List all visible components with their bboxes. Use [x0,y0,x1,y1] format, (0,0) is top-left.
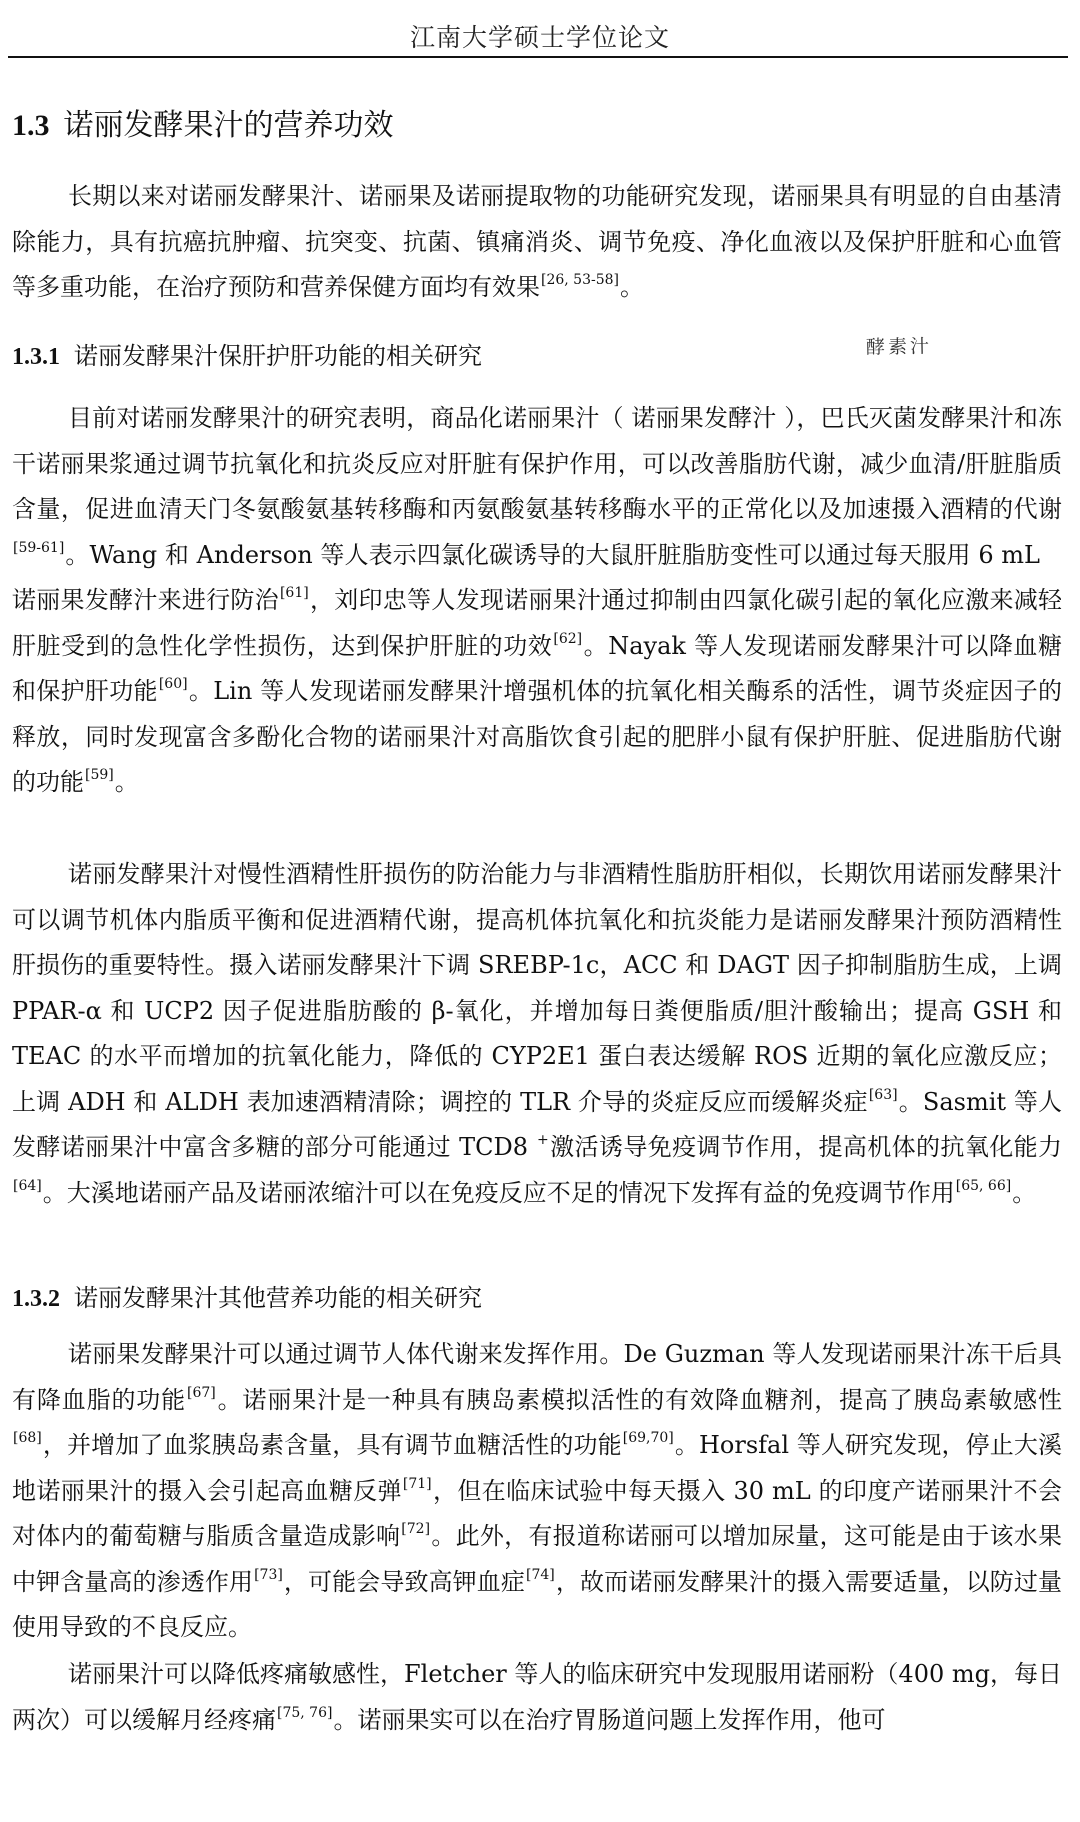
text-run: 诺丽果发酵汁来进行防治 [12,586,279,614]
section-heading [12,100,394,144]
section-number: 1.3 [12,109,50,142]
text-run: 。Nayak 等人发现诺丽发酵果汁可以降血糖和保护肝功能 [12,631,1062,705]
text-run: 。诺丽果实可以在治疗胃肠道问题上发挥作用，他可 [333,1705,886,1734]
citation: [74] [526,1566,555,1583]
text-run: 。 [114,768,139,796]
metabolism-paragraph [12,1332,1062,1651]
subsection-heading-2 [12,1278,482,1313]
subsection-number: 1.3.1 [12,344,60,370]
citation: [63] [868,1086,898,1103]
section-title: 诺丽发酵果汁的营养功效 [63,108,394,143]
text-run: 。Horsfal 等人研究发现，停止大溪地诺丽果汁的摄入会引起高血糖反弹 [12,1431,1062,1505]
text-run: ，可能会导致高钾血症 [283,1567,526,1596]
text-run: 。大溪地诺丽产品及诺丽浓缩汁可以在免疫反应不足的情况下发挥有益的免疫调节作用 [42,1178,955,1207]
text-run: 。Lin 等人发现诺丽发酵果汁增强机体的抗氧化相关酶系的活性，调节炎症因子的释放，同时发现富含多酚化合物的诺丽果汁对高脂饮食引起的肥胖小鼠有保护肝脏、促进脂肪代谢的功能 [12,677,1063,796]
text-run: 。Wang 和 Anderson 等人表示四氯化碳诱导的大鼠肝脏脂肪变性可以通过每天服用 6 mL [65,540,1040,569]
subsection-title: 诺丽发酵果汁其他营养功能的相关研究 [74,1284,482,1312]
text-run: 诺丽发酵果汁对慢性酒精性肝损伤的防治能力与非酒精性脂肪肝相似，长期饮用诺丽发酵果汁可以调节机体内脂质平衡和促进酒精代谢，提高机体抗氧化和抗炎能力是诺丽发酵果汁预防酒精性肝损伤的重要特性。摄入诺丽发酵果汁下调 SREBP-1c，ACC 和 DAGT 因子抑制脂肪生成，上调 PPAR-α 和 UCP2 因子促进脂肪酸的 β-氧化，并增加每日粪便脂质/胆汁酸输出；提高 GSH 和 TEAC 的水平而增加的抗氧化能力，降低的 CYP2E1 蛋白表达缓解 ROS 近期的氧化应激反应；上调 ADH 和 ALDH 表加速酒精清除；调控的 TLR 介导的炎症反应而缓解炎症 [12,860,1062,1116]
superscript-plus: + [537,1132,549,1148]
text-run: ，刘印忠等人发现诺丽果汁通过抑制由四氯化碳引起的氧化应激来减轻肝脏受到的急性化学性损伤，达到保护肝脏的功效 [12,586,1063,660]
citation: [67] [187,1384,216,1401]
text-run: ，但在临床试验中每天摄入 30 mL 的印度产诺丽果汁不会对体内的葡萄糖与脂质含量造成影响 [12,1476,1062,1550]
citation: [64] [13,1177,42,1194]
subsection-title: 诺丽发酵果汁保肝护肝功能的相关研究 [74,342,482,370]
subsection-heading-1 [12,336,482,371]
intro-paragraph [12,174,1062,311]
text-run: 目前对诺丽发酵果汁的研究表明，商品化诺丽果汁（ 诺丽果发酵汁 ），巴氏灭菌发酵果汁和冻干诺丽果浆通过调节抗氧化和抗炎反应对肝脏有保护作用，可以改善脂肪代谢，减少血清/肝脏脂质含量，促进血清天门冬氨酸氨基转移酶和丙氨酸氨基转移酶水平的正常化以及加速摄入酒精的代谢 [12,404,1062,523]
citation: [72] [401,1521,431,1537]
citation: [65, 66] [955,1177,1012,1194]
citation: [59] [85,767,114,783]
pain-paragraph [12,1652,1062,1743]
intro-text: 长期以来对诺丽发酵果汁、诺丽果及诺丽提取物的功能研究发现，诺丽果具有明显的自由基清除能力，具有抗癌抗肿瘤、抗突变、抗菌、镇痛消炎、调节免疫、净化血液以及保护肝脏和心血管等多重功能，在治疗预防和营养保健方面均有效果 [12,182,1062,301]
handwritten-annotation: 酵素汁 [865,335,933,359]
citation: [62] [553,630,583,647]
citation: [60] [158,676,188,692]
citation: [75, 76] [277,1704,333,1721]
citation: [26, 53-58] [541,272,619,288]
text-run: 。此外，有报道称诺丽可以增加尿量，这可能是由于该水果中钾含量高的渗透作用 [12,1522,1063,1596]
citation: [61] [279,585,309,601]
text-run: ，故而诺丽发酵果汁的摄入需要适量，以防过量使用导致的不良反应。 [12,1567,1063,1641]
text-run: 诺丽果汁可以降低疼痛敏感性，Fletcher 等人的临床研究中发现服用诺丽粉（400 mg，每日两次）可以缓解月经疼痛 [12,1660,1062,1734]
citation: [73] [254,1566,283,1583]
text-run: 诺丽果发酵果汁可以通过调节人体代谢来发挥作用。De Guzman 等人发现诺丽果汁冻干后具有降血脂的功能 [12,1340,1062,1414]
citation: [69,70] [622,1430,674,1446]
text-run: 。 [1012,1178,1037,1207]
liver-protection-paragraph [12,396,1062,806]
citation: [59-61] [13,539,65,556]
text-run: 激活诱导免疫调节作用，提高机体的抗氧化能力 [549,1133,1063,1161]
running-header: 江南大学硕士学位论文 [409,23,670,52]
intro-tail: 。 [620,273,644,301]
citation: [71] [402,1475,432,1492]
alcohol-liver-paragraph [12,852,1062,1216]
citation: [68] [13,1430,42,1446]
header-rule [8,56,1068,58]
text-run: ，并增加了血浆胰岛素含量，具有调节血糖活性的功能 [42,1431,622,1459]
text-run: 。Sasmit 等人发酵诺丽果汁中富含多糖的部分可能通过 TCD8 [12,1087,1063,1161]
subsection-number: 1.3.2 [12,1286,60,1312]
text-run: 。诺丽果汁是一种具有胰岛素模拟活性的有效降血糖剂，提高了胰岛素敏感性 [216,1385,1063,1414]
